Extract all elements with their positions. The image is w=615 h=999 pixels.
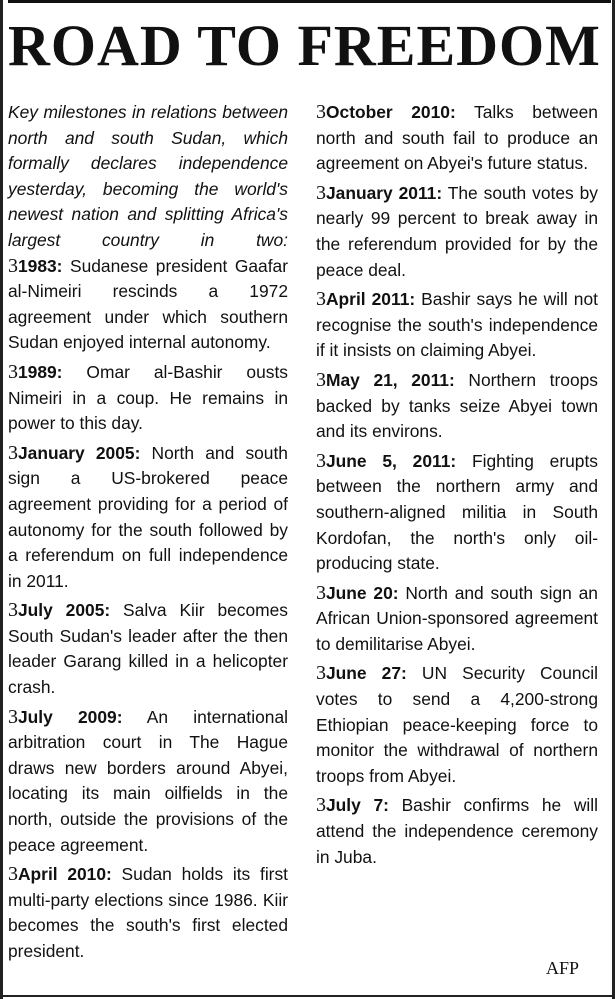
top-rule [8, 0, 611, 3]
timeline-entry [8, 254, 288, 356]
timeline-entry [316, 368, 598, 445]
entry-text: UN Security Council votes to send a 4,200-strong Ethiopian peace-keeping force to monitor the withdrawal of northern troops from Abyei. [316, 663, 598, 786]
bullet-icon: 3 [316, 662, 326, 685]
entry-text: Northern troops backed by tanks seize Abyei town and its environs. [316, 369, 598, 442]
entry-text: North and south sign an African Union-sponsored agreement to demilitarise Abyei. [316, 582, 598, 654]
bullet-icon: 3 [316, 449, 326, 472]
bullet-icon: 3 [8, 360, 18, 383]
entry-text: Omar al-Bashir ousts Nimeiri in a coup. He remains in power to this day. [8, 361, 288, 434]
entry-date: January 2005: [18, 442, 141, 463]
intro-text: Key milestones in relations between north and south Sudan, which formally declares independence yesterday, becoming the world's newest nation and splitting Africa's largest country in two: [8, 102, 288, 250]
entry-date: 1989: [18, 361, 63, 382]
entry-date: July 2005: [18, 600, 111, 621]
entry-text: Fighting erupts between the northern army and southern-aligned militia in South Kordofan, the north's only oil-producing state. [316, 450, 598, 574]
photo-credit: AFP [545, 958, 579, 978]
entry-text: Sudan holds its first multi-party elections since 1986. Kiir becomes the south's first elected president. [8, 864, 288, 961]
left-column [8, 100, 288, 969]
entry-date: April 2011: [326, 289, 416, 310]
right-timeline [316, 100, 598, 870]
entry-date: May 21, 2011: [326, 369, 455, 390]
entry-text: Bashir says he will not recognise the south's independence if it insists on claiming Abyei. [316, 289, 598, 361]
timeline-entry [8, 705, 288, 859]
timeline-entry [316, 100, 598, 177]
timeline-entry [316, 661, 598, 789]
bullet-icon: 3 [8, 863, 18, 886]
right-column [316, 100, 598, 874]
bullet-icon: 3 [316, 181, 326, 204]
bullet-icon: 3 [316, 288, 326, 311]
timeline-entry [8, 441, 288, 595]
entry-date: June 5, 2011: [326, 450, 457, 471]
entry-text: An international arbitration court in The Hague draws new borders around Abyei, locating its main oilfields in the north, outside the provisions of the peace agreement. [8, 706, 288, 855]
entry-text: Sudanese president Gaafar al-Nimeiri rescinds a 1972 agreement under which southern Sudan enjoyed internal autonomy. [8, 255, 288, 353]
entry-date: April 2010: [18, 864, 112, 885]
entry-text: Salva Kiir becomes South Sudan's leader after the then leader Garang killed in a helicopter crash. [8, 600, 289, 698]
entry-date: 1983: [18, 255, 63, 276]
timeline-entry [8, 360, 288, 437]
bullet-icon: 3 [8, 441, 18, 464]
timeline-entry [8, 598, 288, 700]
entry-date: July 2009: [18, 706, 123, 727]
entry-date: July 7: [326, 795, 389, 816]
bullet-icon: 3 [316, 581, 326, 604]
timeline-entry [316, 287, 598, 364]
bullet-icon: 3 [8, 705, 18, 728]
timeline-entry [316, 449, 598, 577]
bullet-icon: 3 [316, 368, 326, 391]
bullet-icon: 3 [316, 794, 326, 817]
bullet-icon: 3 [316, 101, 326, 123]
timeline-entry [8, 862, 288, 964]
entry-date: October 2010: [326, 102, 456, 122]
left-border [0, 0, 3, 999]
entry-date: June 20: [326, 582, 399, 603]
entry-date: January 2011: [326, 182, 443, 203]
entry-text: Talks between north and south fail to produce an agreement on Abyei's future status. [316, 102, 598, 174]
entry-text: North and south sign a US-brokered peace agreement providing for a period of autonomy for the south followed by a referendum on full independence in 2011. [8, 442, 288, 591]
entry-date: June 27: [326, 663, 407, 684]
entry-text: The south votes by nearly 99 percent to break away in the referendum provided for by the peace deal. [316, 182, 598, 280]
bullet-icon: 3 [8, 254, 18, 277]
headline: ROAD TO FREEDOM [8, 13, 601, 78]
bullet-icon: 3 [8, 599, 18, 622]
left-timeline [8, 254, 288, 965]
bottom-border [0, 995, 615, 997]
timeline-entry [316, 793, 598, 870]
timeline-entry [316, 581, 598, 658]
timeline-entry [316, 181, 598, 283]
entry-text: Bashir confirms he will attend the independence ceremony in Juba. [316, 795, 599, 867]
